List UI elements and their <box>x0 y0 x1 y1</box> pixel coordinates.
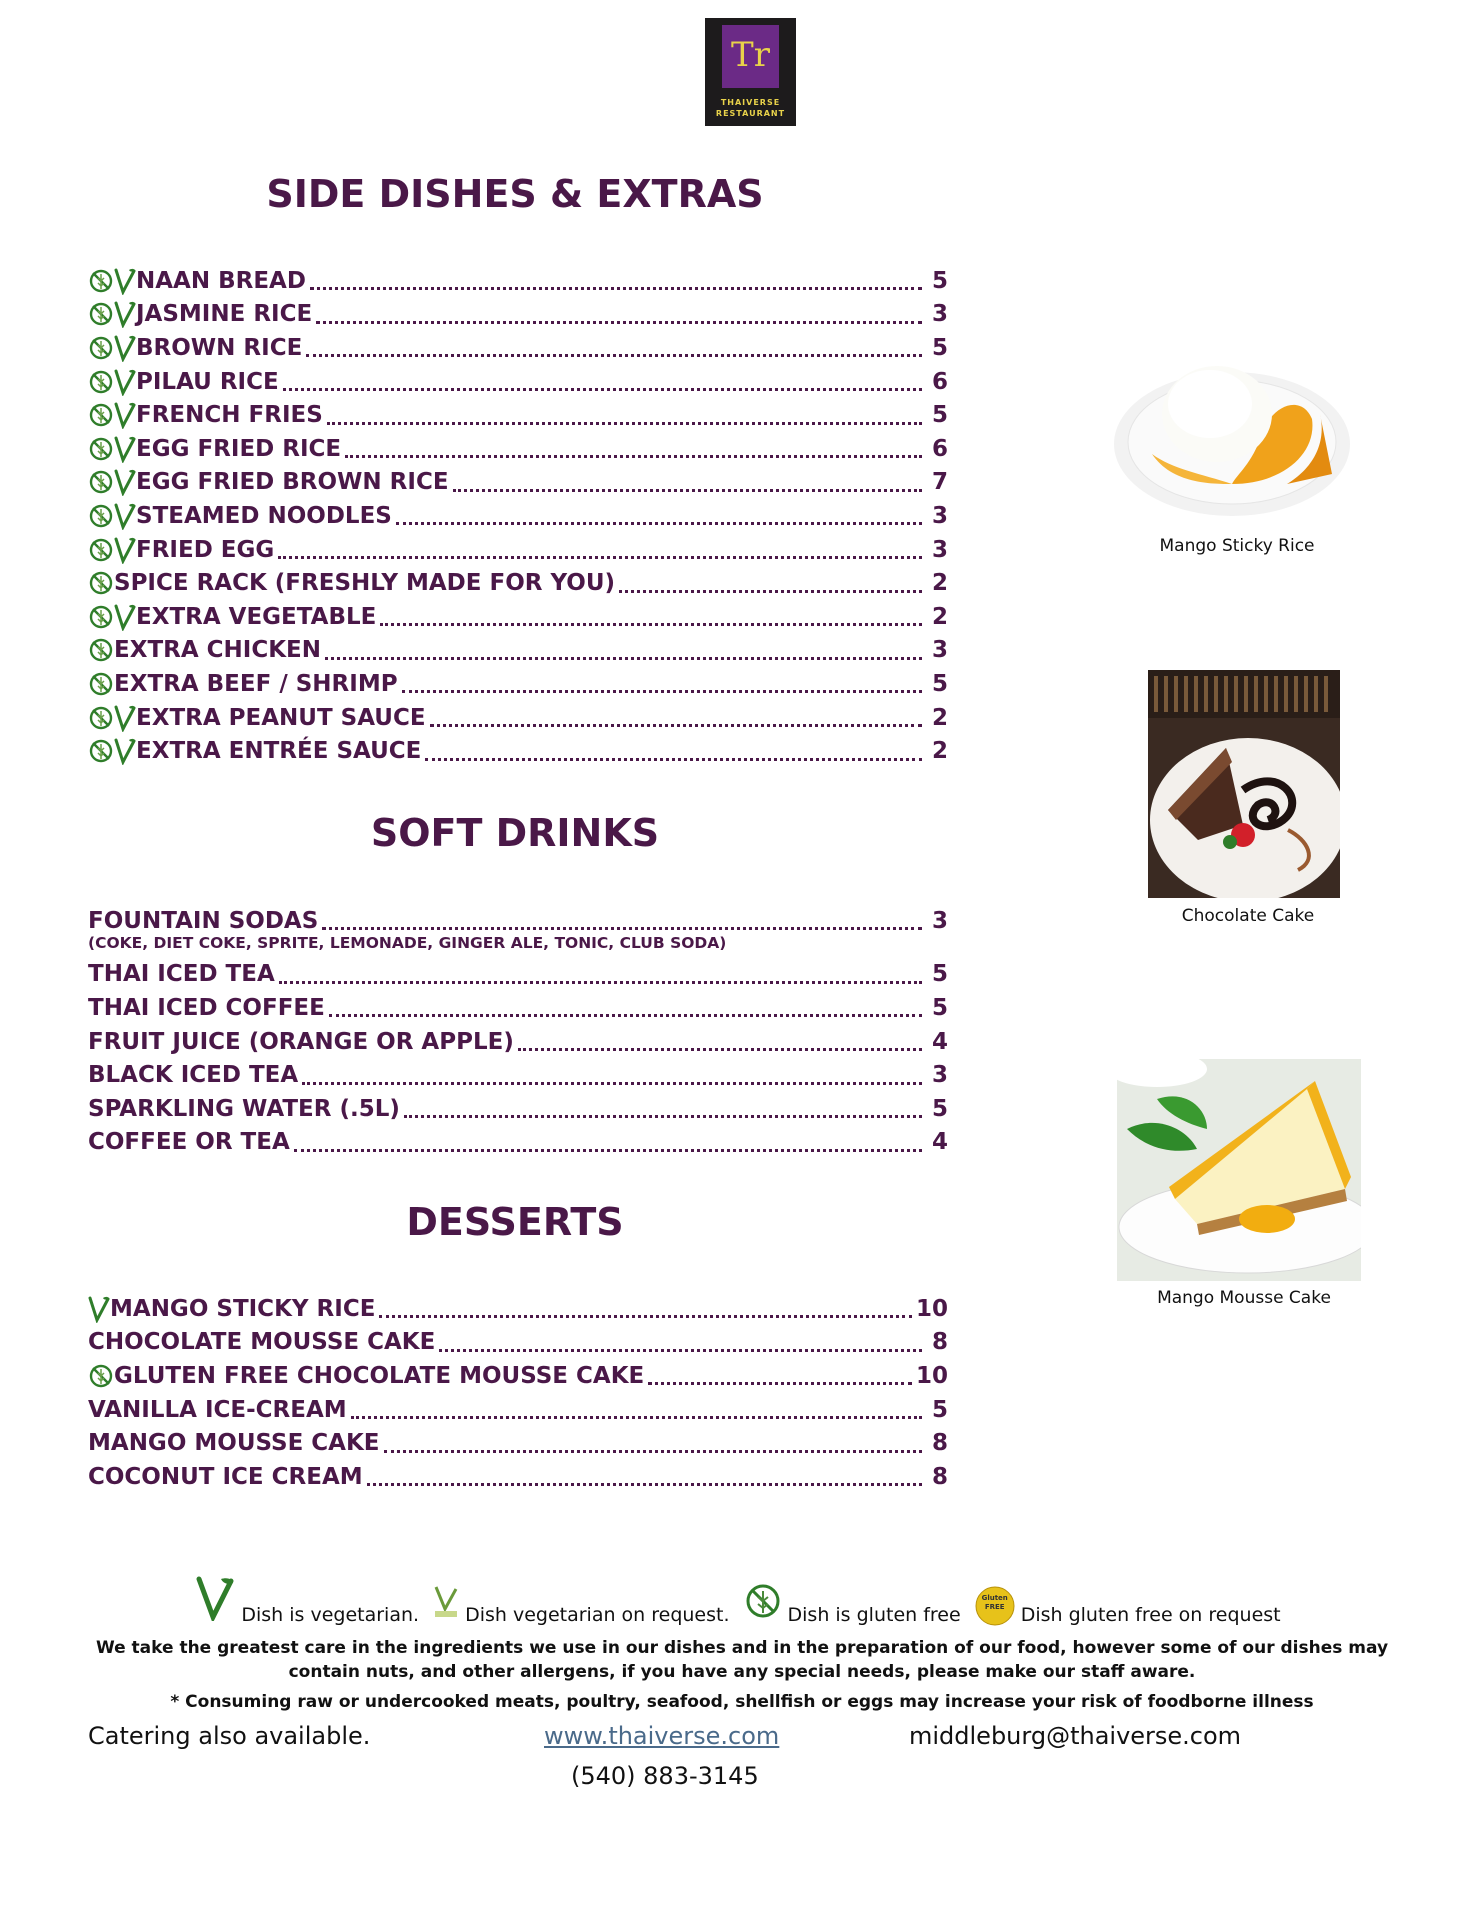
menu-item-price: 2 <box>931 603 948 630</box>
menu-item-price: 5 <box>931 1095 948 1122</box>
gluten-free-icon <box>88 469 114 495</box>
dot-leader <box>430 700 922 727</box>
dot-leader <box>294 1125 922 1152</box>
menu-item <box>88 600 948 634</box>
menu-item-name: EXTRA VEGETABLE <box>136 603 377 630</box>
menu-item-icons <box>88 1295 110 1323</box>
gluten-free-icon <box>88 671 114 697</box>
dot-leader <box>367 1459 922 1486</box>
menu-item <box>88 566 948 600</box>
dot-leader <box>322 903 922 930</box>
legend-vegetarian-request-text: Dish vegetarian on request. <box>465 1604 730 1626</box>
dot-leader <box>439 1325 922 1352</box>
menu-item-price: 3 <box>931 1062 948 1089</box>
menu-item-icons <box>88 368 136 396</box>
menu-item <box>88 499 948 533</box>
legend-gluten-free-text: Dish is gluten free <box>787 1604 961 1626</box>
menu-item-name: FRIED EGG <box>136 536 275 563</box>
menu-item-name: CHOCOLATE MOUSSE CAKE <box>88 1329 436 1356</box>
menu-item-price: 2 <box>931 738 948 765</box>
vegetarian-icon <box>88 1295 110 1323</box>
menu-item-icons <box>88 536 136 564</box>
menu-item <box>88 1359 948 1393</box>
menu-item <box>88 958 948 992</box>
chocolate-cake-photo <box>1148 670 1340 898</box>
menu-item <box>88 466 948 500</box>
menu-item <box>88 991 948 1025</box>
menu-item <box>88 1126 948 1160</box>
menu-item-price: 7 <box>931 469 948 496</box>
menu-item <box>88 1460 948 1494</box>
menu-item <box>88 904 948 938</box>
menu-item-name: NAAN BREAD <box>136 267 306 294</box>
menu-item-icons <box>88 637 114 663</box>
soft-drinks-heading: SOFT DRINKS <box>370 811 660 855</box>
dot-leader <box>384 1426 922 1453</box>
dot-leader <box>283 364 922 391</box>
menu-item <box>88 701 948 735</box>
menu-item-name: PILAU RICE <box>136 368 279 395</box>
menu-item-price: 3 <box>931 907 948 934</box>
gluten-free-icon <box>88 369 114 395</box>
restaurant-logo <box>705 18 796 126</box>
menu-item-icons <box>88 468 136 496</box>
menu-item-price: 10 <box>915 1295 948 1322</box>
menu-item-name: SPICE RACK (FRESHLY MADE FOR YOU) <box>114 570 616 597</box>
desserts-heading: DESSERTS <box>406 1200 624 1244</box>
menu-item-name: STEAMED NOODLES <box>136 502 392 529</box>
gluten-free-icon <box>88 335 114 361</box>
dot-leader <box>404 1091 922 1118</box>
mango-sticky-rice-photo <box>1112 334 1352 517</box>
menu-item-name: VANILLA ICE-CREAM <box>88 1396 347 1423</box>
dot-leader <box>279 957 922 984</box>
vegetarian-icon <box>114 603 136 631</box>
mango-mousse-cake-photo <box>1117 1059 1361 1281</box>
dot-leader <box>325 633 922 660</box>
menu-item <box>88 667 948 701</box>
gluten-free-icon <box>88 537 114 563</box>
menu-item-name: EGG FRIED RICE <box>136 435 342 462</box>
menu-item-name: BLACK ICED TEA <box>88 1062 299 1089</box>
legend-vegetarian-text: Dish is vegetarian. <box>241 1604 420 1626</box>
menu-item-price: 5 <box>931 402 948 429</box>
vegetarian-icon <box>114 536 136 564</box>
menu-item <box>88 264 948 298</box>
menu-item-name: COCONUT ICE CREAM <box>88 1463 363 1490</box>
chocolate-cake-caption: Chocolate Cake <box>1181 906 1315 926</box>
gluten-free-icon <box>88 604 114 630</box>
menu-item-name: MANGO STICKY RICE <box>110 1295 376 1322</box>
desserts-list <box>88 1292 948 1494</box>
menu-item-price: 8 <box>931 1463 948 1490</box>
menu-item-icons <box>88 300 136 328</box>
menu-item-icons <box>88 570 114 596</box>
menu-item-name: MANGO MOUSSE CAKE <box>88 1430 380 1457</box>
gluten-free-icon <box>744 1581 782 1626</box>
allergen-notice: We take the greatest care in the ingredients we use in our dishes and in the preparation of our food, however some of our dishes may contain nuts, and other allergens, if you have any special needs, please make our staff aware. <box>95 1638 1389 1682</box>
menu-item <box>88 298 948 332</box>
logo-name-line1: THAIVERSE <box>720 98 781 107</box>
menu-item-name: EXTRA ENTRÉE SAUCE <box>136 738 422 765</box>
vegetarian-icon <box>195 1575 235 1626</box>
vegetarian-on-request-icon <box>433 1583 459 1626</box>
menu-item-icons <box>88 435 136 463</box>
menu-item-name: EGG FRIED BROWN RICE <box>136 469 449 496</box>
dot-leader <box>345 431 922 458</box>
menu-item <box>88 398 948 432</box>
gluten-free-icon <box>88 402 114 428</box>
dot-leader <box>278 532 922 559</box>
menu-item-name: JASMINE RICE <box>136 301 313 328</box>
menu-item-name: EXTRA PEANUT SAUCE <box>136 704 426 731</box>
logo-monogram: Tr <box>731 35 770 75</box>
menu-item-price: 3 <box>931 637 948 664</box>
menu-item-price: 2 <box>931 570 948 597</box>
vegetarian-icon <box>114 704 136 732</box>
gluten-free-icon <box>88 268 114 294</box>
menu-item-icons <box>88 401 136 429</box>
vegetarian-icon <box>114 737 136 765</box>
menu-item-name: COFFEE OR TEA <box>88 1129 290 1156</box>
side-dishes-heading: SIDE DISHES & EXTRAS <box>266 172 764 216</box>
mango-sticky-rice-caption: Mango Sticky Rice <box>1159 536 1315 556</box>
menu-item-price: 5 <box>931 267 948 294</box>
menu-item-name: FRUIT JUICE (ORANGE OR APPLE) <box>88 1028 514 1055</box>
dietary-legend <box>0 1576 1484 1626</box>
menu-item <box>88 1393 948 1427</box>
dot-leader <box>310 263 922 290</box>
gluten-free-icon <box>88 570 114 596</box>
menu-item <box>88 1058 948 1092</box>
dot-leader <box>453 465 922 492</box>
menu-item <box>88 734 948 768</box>
dot-leader <box>425 734 922 761</box>
catering-text: Catering also available. <box>88 1722 371 1750</box>
dot-leader <box>302 1058 922 1085</box>
dot-leader <box>402 666 922 693</box>
gluten-free-icon <box>88 301 114 327</box>
menu-item-description: (COKE, DIET COKE, SPRITE, LEMONADE, GINGER ALE, TONIC, CLUB SODA) <box>88 933 727 952</box>
dot-leader <box>380 599 922 626</box>
menu-item-name: GLUTEN FREE CHOCOLATE MOUSSE CAKE <box>114 1362 645 1389</box>
menu-item-price: 6 <box>931 435 948 462</box>
gluten-free-icon <box>88 1363 114 1389</box>
menu-item-price: 3 <box>931 536 948 563</box>
website-link[interactable]: www.thaiverse.com <box>544 1722 780 1750</box>
menu-item-price: 5 <box>931 994 948 1021</box>
dot-leader <box>351 1392 922 1419</box>
menu-item-icons <box>88 502 136 530</box>
menu-item-name: FRENCH FRIES <box>136 402 323 429</box>
menu-item <box>88 365 948 399</box>
menu-item-price: 10 <box>915 1362 948 1389</box>
menu-item-price: 6 <box>931 368 948 395</box>
menu-item-icons <box>88 267 136 295</box>
legend-gluten-free-request-text: Dish gluten free on request <box>1020 1604 1281 1626</box>
menu-item <box>88 432 948 466</box>
menu-item-price: 5 <box>931 670 948 697</box>
logo-square <box>722 25 779 88</box>
dot-leader <box>306 330 922 357</box>
menu-item-name: SPARKLING WATER (.5L) <box>88 1095 400 1122</box>
menu-item-icons <box>88 1363 114 1389</box>
menu-item <box>88 331 948 365</box>
menu-item-price: 5 <box>931 961 948 988</box>
gluten-free-icon <box>88 637 114 663</box>
gluten-free-badge-text: Gluten FREE <box>981 1594 1008 1611</box>
gluten-free-icon <box>88 436 114 462</box>
menu-item <box>88 1326 948 1360</box>
dot-leader <box>619 566 922 593</box>
menu-item-icons <box>88 603 136 631</box>
email-address[interactable]: middleburg@thaiverse.com <box>909 1722 1242 1750</box>
menu-item-price: 3 <box>931 301 948 328</box>
side-dishes-list <box>88 264 948 768</box>
dot-leader <box>518 1024 922 1051</box>
vegetarian-icon <box>114 468 136 496</box>
menu-item <box>88 1025 948 1059</box>
vegetarian-icon <box>114 267 136 295</box>
menu-item-icons <box>88 334 136 362</box>
logo-name-line2: RESTAURANT <box>715 109 786 118</box>
vegetarian-icon <box>114 401 136 429</box>
menu-item <box>88 533 948 567</box>
gluten-free-on-request-icon <box>975 1586 1015 1626</box>
vegetarian-icon <box>114 300 136 328</box>
menu-item-price: 8 <box>931 1430 948 1457</box>
menu-item-price: 4 <box>931 1129 948 1156</box>
menu-item-price: 5 <box>931 334 948 361</box>
dot-leader <box>327 398 922 425</box>
menu-item-price: 4 <box>931 1028 948 1055</box>
gluten-free-icon <box>88 503 114 529</box>
dot-leader <box>648 1358 912 1385</box>
vegetarian-icon <box>114 502 136 530</box>
menu-item-name: THAI ICED COFFEE <box>88 994 325 1021</box>
menu-item-icons <box>88 737 136 765</box>
soft-drinks-list <box>88 904 948 1159</box>
gluten-free-icon <box>88 738 114 764</box>
vegetarian-icon <box>114 435 136 463</box>
menu-item <box>88 1092 948 1126</box>
menu-item-name: EXTRA CHICKEN <box>114 637 321 664</box>
phone-number[interactable]: (540) 883-3145 <box>571 1762 759 1790</box>
vegetarian-icon <box>114 334 136 362</box>
mango-mousse-cake-caption: Mango Mousse Cake <box>1157 1288 1331 1308</box>
menu-item <box>88 634 948 668</box>
menu-item-icons <box>88 671 114 697</box>
menu-item-price: 2 <box>931 704 948 731</box>
menu-item-price: 3 <box>931 502 948 529</box>
menu-item-name: FOUNTAIN SODAS <box>88 907 319 934</box>
menu-item-price: 5 <box>931 1396 948 1423</box>
dot-leader <box>329 990 922 1017</box>
dot-leader <box>396 498 922 525</box>
dot-leader <box>379 1291 912 1318</box>
dot-leader <box>316 297 922 324</box>
menu-item-name: EXTRA BEEF / SHRIMP <box>114 670 398 697</box>
menu-item-price: 8 <box>931 1329 948 1356</box>
menu-item <box>88 1426 948 1460</box>
gluten-free-icon <box>88 705 114 731</box>
menu-item-name: BROWN RICE <box>136 334 303 361</box>
menu-item-icons <box>88 704 136 732</box>
menu-item <box>88 1292 948 1326</box>
raw-food-warning: * Consuming raw or undercooked meats, poultry, seafood, shellfish or eggs may increase your risk of foodborne illness <box>170 1692 1314 1712</box>
menu-item-name: THAI ICED TEA <box>88 961 275 988</box>
vegetarian-icon <box>114 368 136 396</box>
